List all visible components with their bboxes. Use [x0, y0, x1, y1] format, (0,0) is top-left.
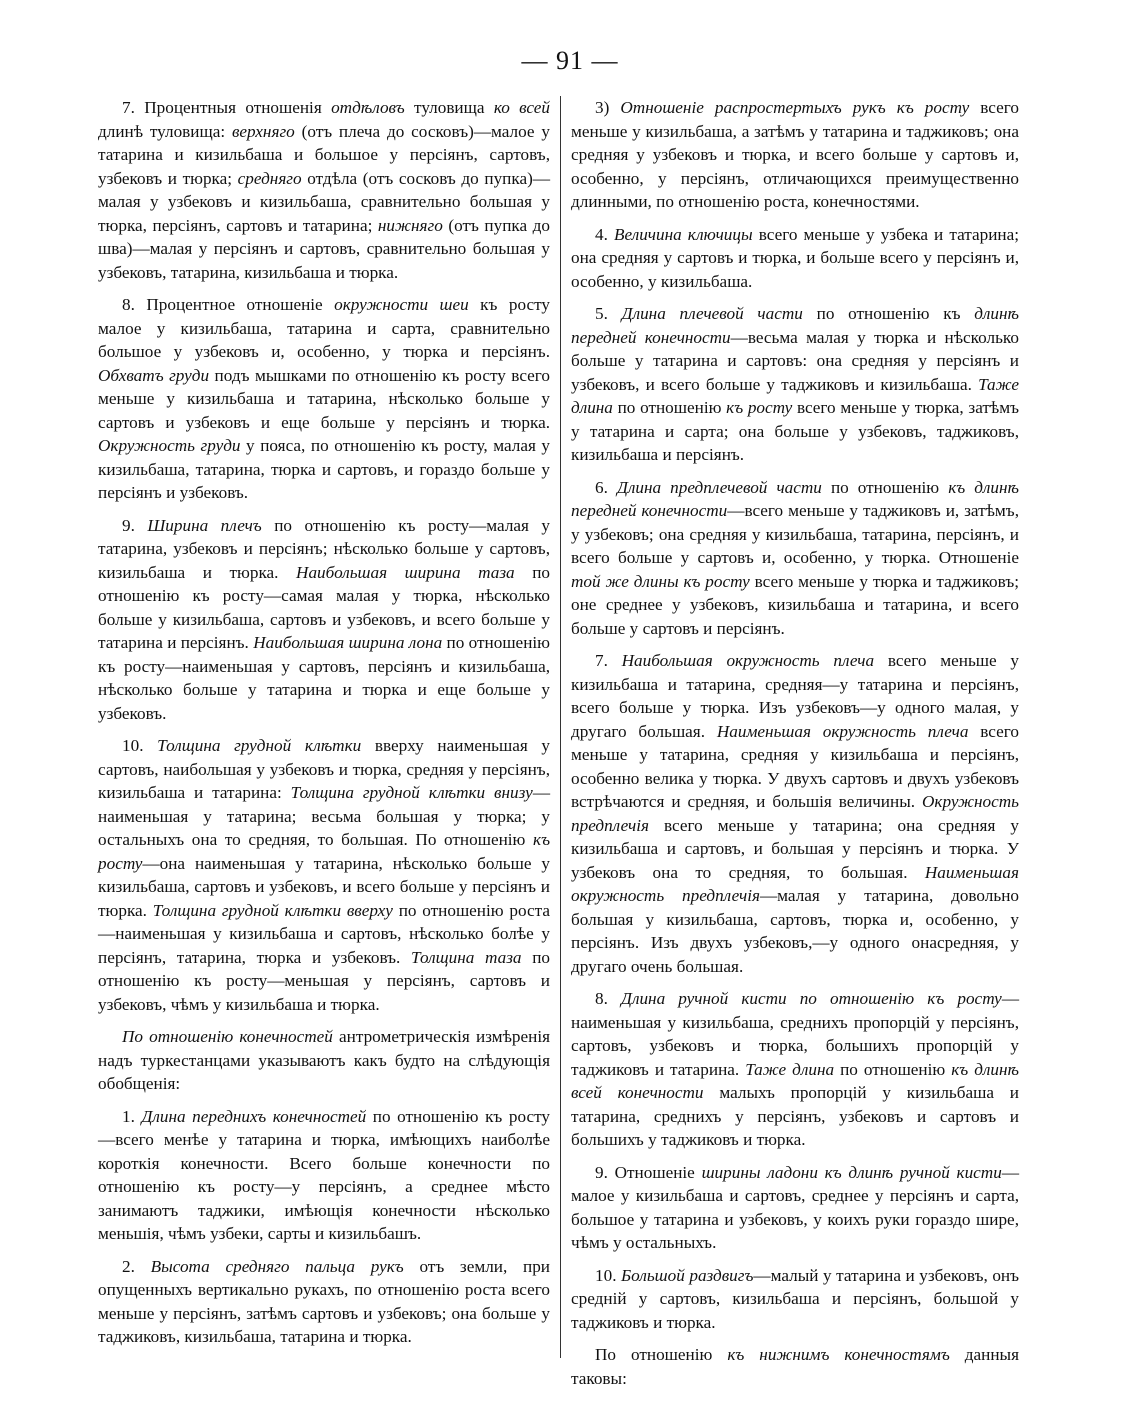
paragraph: 2. Высота средняго пальца рукъ отъ земли, при опущенныхъ вертикально рукахъ, по отношенію роста всего меньше у персіянъ, затѣмъ сартовъ и узбековъ; она больше у таджиковъ, кизильбаша, татарина и тюрка.	[98, 1256, 550, 1346]
right-column	[571, 96, 1019, 1399]
paragraph: 9. Отношеніе ширины ладони къ длинѣ ручной кисти—малое у кизильбаша и сартовъ, среднее у персіянъ и сарта, большое у татарина и узбековъ, у коихъ руки гораздо шире, чѣмъ у остальныхъ.	[571, 1162, 1019, 1252]
paragraph: 4. Величина ключицы всего меньше у узбека и татарина; она средняя у сартовъ и тюрка, и больше всего у персіянъ и, особенно, у кизильбаша.	[571, 224, 1020, 291]
paragraph: 9. Ширина плечъ по отношенію къ росту—малая у татарина, узбековъ и персіянъ; нѣсколько больше у сартовъ, кизильбаша и тюрка. Наибольшая ширина таза по отношенію къ росту—самая малая у тюрка, нѣсколько больше у кизильбаша, сартовъ и узбековъ, и всего больше у татарина и персіянъ. Наибольшая ширина лона по отношенію къ росту—наименьшая у сартовъ, персіянъ и кизильбаша, нѣсколько больше у татарина и тюрка и еще больше у узбековъ.	[98, 515, 551, 723]
paragraph: По отношенію къ нижнимъ конечностямъ данныя таковы:	[571, 1345, 1019, 1388]
paragraph: 6. Длина предплечевой части по отношенію къ длинѣ передней конечности—всего меньше у таджиковъ и, затѣмъ, у узбековъ; она средняя у кизильбаша, татарина, персіянъ, и всего больше у сартовъ и, особенно, у тюрка. Отношеніе той же длины къ росту всего меньше у тюрка и таджиковъ; оне среднее у узбековъ, кизильбаша и татарина, и всего больше у сартовъ и персіянъ.	[571, 477, 1020, 638]
paragraph: 1. Длина переднихъ конечностей по отношенію къ росту—всего менѣе у татарина и тюрка, имѣющихъ наиболѣе короткія конечности. Всего больше конечности по отношенію къ росту—у персіянъ, а среднее мѣсто занимаютъ таджики, имѣющія конечности нѣсколько меньшія, чѣмъ узбеки, сарты и кизильбашъ.	[98, 1106, 550, 1243]
paragraph: 8. Процентное отношеніе окружности шеи къ росту малое у кизильбаша, татарина и сарта, сравнительно большое у узбековъ и, особенно, у тюрка и персіянъ. Обхватъ груди подъ мышками по отношенію къ росту всего меньше у кизильбаша и татарина, нѣсколько больше у сартовъ и узбековъ и еще больше у персіянъ и тюрка. Окружность груди у пояса, по отношенію къ росту, малая у кизильбаша, татарина, тюрка и сартовъ, и гораздо больше у персіянъ и узбековъ.	[98, 295, 551, 502]
paragraph: 5. Длина плечевой части по отношенію къ длинѣ передней конечности—весьма малая у тюрка и нѣсколько больше у татарина и сартовъ: она средняя у персіянъ и узбековъ, и всего больше у таджиковъ и кизильбаша. Таже длина по отношенію къ росту всего меньше у тюрка, затѣмъ у татарина и сарта; она больше у узбековъ, таджиковъ, кизильбаша и персіянъ.	[571, 304, 1019, 464]
paragraph: 3) Отношеніе распростертыхъ рукъ къ росту всего меньше у кизильбаша, а затѣмъ у татарина и таджиковъ; она средняя у узбековъ и тюрка, и всего больше у сартовъ и, особенно, у персіянъ, отличающихся преимущественно длинными, по отношенію роста, конечностями.	[571, 98, 1019, 211]
page-number: — 91 —	[521, 46, 619, 75]
paragraph: 8. Длина ручной кисти по отношенію къ росту—наименьшая у кизильбаша, среднихъ пропорцій у персіянъ, сартовъ, узбековъ и тюрка, большихъ пропорцій у таджиковъ и татарина. Таже длина по отношенію къ длинѣ всей конечности малыхъ пропорцій у кизильбаша и татарина, среднихъ у персіянъ, узбековъ и сартовъ и большихъ у таджиковъ и тюрка.	[571, 989, 1020, 1149]
left-column	[98, 96, 550, 1358]
paragraph: 7. Наибольшая окружность плеча всего меньше у кизильбаша и татарина, средняя—у татарина и персіянъ, всего больше у тюрка. Изъ узбековъ—у одного малая, у другаго большая. Наименьшая окружность плеча всего меньше у татарина, средняя у кизильбаша и персіянъ, особенно велика у тюрка. У двухъ сартовъ и двухъ узбековъ встрѣчаются и средняя, и большія величины. Окружность предплечія всего меньше у татарина; она средняя у кизильбаша и сартовъ, и большая у персіянъ и тюрка. У узбековъ она то средняя, то большая. Наименьшая окружность предплечія—малая у татарина, довольно большая у кизильбаша, сартовъ, тюрка и, особенно, у персіянъ. Изъ двухъ узбековъ,—у одного онасредняя, у другаго очень большая.	[571, 651, 1020, 976]
paragraph: 10. Большой раздвигъ—малый у татарина и узбековъ, онъ средній у сартовъ, кизильбаша и персіянъ, большой у таджиковъ и тюрка.	[571, 1265, 1019, 1332]
paragraph: 10. Толщина грудной клѣтки вверху наименьшая у сартовъ, наибольшая у узбековъ и тюрка, средняя у персіянъ, кизильбаша и татарина: Толщина грудной клѣтки внизу—наименьшая у татарина; весьма большая у тюрка; у остальныхъ она то средняя, то большая. По отношенію къ росту—она наименьшая у татарина, нѣсколько больше у кизильбаша, сартовъ и узбековъ, и всего больше у персіянъ и тюрка. Толщина грудной клѣтки вверху по отношенію роста—наименьшая у кизильбаша и сартовъ, нѣсколько болѣе у персіянъ, татарина, тюрка и узбековъ. Толщина таза по отношенію къ росту—меньшая у персіянъ, сартовъ и узбековъ, чѣмъ у кизильбаша и тюрка.	[98, 736, 551, 1014]
column-divider	[560, 96, 561, 1358]
paragraph: По отношенію конечностей антрометрическія измѣренія надъ туркестанцами указываютъ какъ будто на слѣдующія обобщенія:	[98, 1027, 550, 1093]
paragraph: 7. Процентныя отношенія отдѣловъ туловища ко всей длинѣ туловища: верхняго (отъ плеча до сосковъ)—малое у татарина и кизильбаша и большое у персіянъ, сартовъ, узбековъ и тюрка; средняго отдѣла (отъ сосковъ до пупка)—малая у узбековъ и кизильбаша, сравнительно большая у тюрка, персіянъ, сартовъ и татарина; нижняго (отъ пупка до шва)—малая у персіянъ и сартовъ, сравнительно большая у узбековъ, татарина, кизильбаша и тюрка.	[98, 98, 551, 282]
